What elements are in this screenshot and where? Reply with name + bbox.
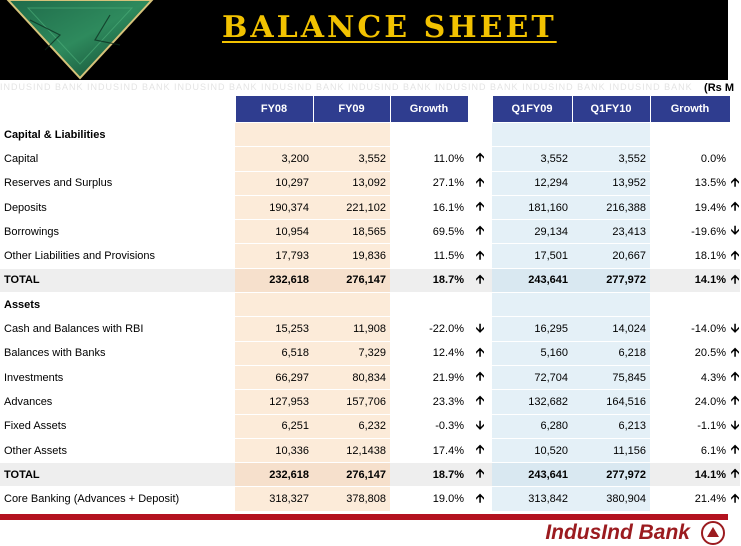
column-header: FY09 [313,96,390,123]
value-cell [492,123,572,147]
arrow-up-icon: 🡩 [468,390,492,414]
row-label: Fixed Assets [0,414,235,438]
growth-cell: 21.4% [650,487,730,511]
row-label: Deposits [0,195,235,219]
value-cell: 12,294 [492,171,572,195]
value-cell: 13,092 [313,171,390,195]
value-cell: 127,953 [235,390,313,414]
table-row [0,293,740,317]
value-cell: 6,280 [492,414,572,438]
value-cell [235,293,313,317]
value-cell: 276,147 [313,268,390,292]
arrow-up-icon: 🡩 [730,171,740,195]
value-cell: 181,160 [492,195,572,219]
value-cell: 11,908 [313,317,390,341]
arrow-cell [468,293,492,317]
arrow-up-icon: 🡩 [468,438,492,462]
table-row [0,123,740,147]
value-cell: 313,842 [492,487,572,511]
value-cell: 10,297 [235,171,313,195]
arrow-down-icon: 🡫 [468,414,492,438]
growth-cell: 18.1% [650,244,730,268]
bank-emblem-icon [700,520,726,546]
growth-cell: 17.4% [390,438,468,462]
table-row [0,171,740,195]
growth-cell: -1.1% [650,414,730,438]
value-cell: 243,641 [492,463,572,487]
value-cell: 72,704 [492,365,572,389]
growth-cell: -22.0% [390,317,468,341]
arrow-up-icon: 🡩 [468,487,492,511]
row-label: Other Liabilities and Provisions [0,244,235,268]
growth-cell: 27.1% [390,171,468,195]
arrow-up-icon: 🡩 [730,341,740,365]
title-bar [0,0,728,80]
value-cell: 17,793 [235,244,313,268]
value-cell: 10,954 [235,220,313,244]
value-cell: 164,516 [572,390,650,414]
arrow-up-icon: 🡩 [730,463,740,487]
growth-cell: 11.0% [390,147,468,171]
arrow-up-icon: 🡩 [468,220,492,244]
arrow-down-icon: 🡫 [730,414,740,438]
table-row [0,341,740,365]
value-cell: 6,518 [235,341,313,365]
row-label: Cash and Balances with RBI [0,317,235,341]
value-cell [313,293,390,317]
value-cell: 6,213 [572,414,650,438]
growth-cell: 19.4% [650,195,730,219]
arrow-up-icon: 🡩 [468,171,492,195]
arrow-up-icon: 🡩 [468,268,492,292]
arrow-cell [730,293,740,317]
value-cell: 380,904 [572,487,650,511]
value-cell: 7,329 [313,341,390,365]
table-row [0,268,740,292]
value-cell: 221,102 [313,195,390,219]
column-header: Growth [650,96,730,123]
row-label: Capital & Liabilities [0,123,235,147]
column-header [468,96,492,123]
growth-cell: 19.0% [390,487,468,511]
value-cell [313,123,390,147]
value-cell: 19,836 [313,244,390,268]
growth-cell [650,293,730,317]
arrow-cell [468,123,492,147]
value-cell: 232,618 [235,268,313,292]
growth-cell: 24.0% [650,390,730,414]
growth-cell: 18.7% [390,268,468,292]
value-cell: 80,834 [313,365,390,389]
value-cell: 10,520 [492,438,572,462]
column-header: FY08 [235,96,313,123]
value-cell: 6,251 [235,414,313,438]
value-cell: 75,845 [572,365,650,389]
growth-cell: 21.9% [390,365,468,389]
brand-name: IndusInd Bank [545,521,690,544]
value-cell: 29,134 [492,220,572,244]
footer [0,520,728,546]
row-label: Advances [0,390,235,414]
growth-cell: -14.0% [650,317,730,341]
arrow-cell [730,147,740,171]
value-cell: 5,160 [492,341,572,365]
table-row [0,487,740,511]
row-label: Investments [0,365,235,389]
growth-cell: 14.1% [650,268,730,292]
value-cell: 216,388 [572,195,650,219]
arrow-up-icon: 🡩 [730,487,740,511]
value-cell: 277,972 [572,463,650,487]
page-title: BALANCE SHEET [222,10,557,45]
value-cell: 232,618 [235,463,313,487]
row-label: Assets [0,293,235,317]
value-cell: 3,552 [572,147,650,171]
value-cell: 378,808 [313,487,390,511]
arrow-up-icon: 🡩 [468,147,492,171]
value-cell: 6,218 [572,341,650,365]
growth-cell [390,123,468,147]
column-header [730,96,740,123]
bank-logo-icon [0,0,160,80]
arrow-down-icon: 🡫 [730,220,740,244]
value-cell: 14,024 [572,317,650,341]
table-row [0,317,740,341]
value-cell: 3,200 [235,147,313,171]
column-header [0,96,235,123]
growth-cell: 13.5% [650,171,730,195]
growth-cell: -0.3% [390,414,468,438]
value-cell [235,123,313,147]
arrow-up-icon: 🡩 [730,268,740,292]
row-label: Borrowings [0,220,235,244]
value-cell: 243,641 [492,268,572,292]
row-label: TOTAL [0,463,235,487]
arrow-up-icon: 🡩 [730,244,740,268]
value-cell: 10,336 [235,438,313,462]
value-cell: 18,565 [313,220,390,244]
table-row [0,147,740,171]
arrow-down-icon: 🡫 [730,317,740,341]
units-label: (Rs M [704,82,734,94]
growth-cell [650,123,730,147]
value-cell: 277,972 [572,268,650,292]
arrow-up-icon: 🡩 [468,341,492,365]
value-cell: 3,552 [313,147,390,171]
growth-cell: 0.0% [650,147,730,171]
value-cell: 276,147 [313,463,390,487]
row-label: Other Assets [0,438,235,462]
arrow-up-icon: 🡩 [730,438,740,462]
table-row [0,463,740,487]
arrow-up-icon: 🡩 [468,365,492,389]
value-cell: 12,1438 [313,438,390,462]
value-cell: 23,413 [572,220,650,244]
table-body [0,123,740,512]
value-cell: 3,552 [492,147,572,171]
growth-cell: 16.1% [390,195,468,219]
value-cell: 157,706 [313,390,390,414]
growth-cell [390,293,468,317]
arrow-up-icon: 🡩 [468,244,492,268]
table-header-row [0,96,740,123]
value-cell: 66,297 [235,365,313,389]
value-cell [572,123,650,147]
row-label: Capital [0,147,235,171]
growth-cell: 11.5% [390,244,468,268]
arrow-up-icon: 🡩 [730,365,740,389]
value-cell: 132,682 [492,390,572,414]
growth-cell: 69.5% [390,220,468,244]
balance-sheet-table [0,96,741,512]
value-cell: 17,501 [492,244,572,268]
watermark: INDUSIND BANK INDUSIND BANK INDUSIND BANK INDUSIND BANK INDUSIND BANK INDUSIND BANK INDUSIND BANK INDUSIND BANK [0,82,693,92]
arrow-up-icon: 🡩 [468,195,492,219]
growth-cell: 14.1% [650,463,730,487]
value-cell: 318,327 [235,487,313,511]
arrow-up-icon: 🡩 [730,195,740,219]
table-row [0,244,740,268]
value-cell: 20,667 [572,244,650,268]
column-header: Growth [390,96,468,123]
table-row [0,365,740,389]
value-cell: 15,253 [235,317,313,341]
table-row [0,438,740,462]
row-label: Core Banking (Advances + Deposit) [0,487,235,511]
value-cell: 13,952 [572,171,650,195]
row-label: Balances with Banks [0,341,235,365]
value-cell [572,293,650,317]
value-cell: 190,374 [235,195,313,219]
row-label: Reserves and Surplus [0,171,235,195]
value-cell: 16,295 [492,317,572,341]
growth-cell: 12.4% [390,341,468,365]
growth-cell: 6.1% [650,438,730,462]
growth-cell: 4.3% [650,365,730,389]
arrow-down-icon: 🡫 [468,317,492,341]
arrow-cell [730,123,740,147]
arrow-up-icon: 🡩 [730,390,740,414]
column-header: Q1FY10 [572,96,650,123]
arrow-up-icon: 🡩 [468,463,492,487]
growth-cell: 20.5% [650,341,730,365]
value-cell: 11,156 [572,438,650,462]
growth-cell: 23.3% [390,390,468,414]
row-label: TOTAL [0,268,235,292]
column-header: Q1FY09 [492,96,572,123]
table-row [0,195,740,219]
value-cell: 6,232 [313,414,390,438]
table-row [0,220,740,244]
table-row [0,414,740,438]
growth-cell: 18.7% [390,463,468,487]
value-cell [492,293,572,317]
growth-cell: -19.6% [650,220,730,244]
table-row [0,390,740,414]
